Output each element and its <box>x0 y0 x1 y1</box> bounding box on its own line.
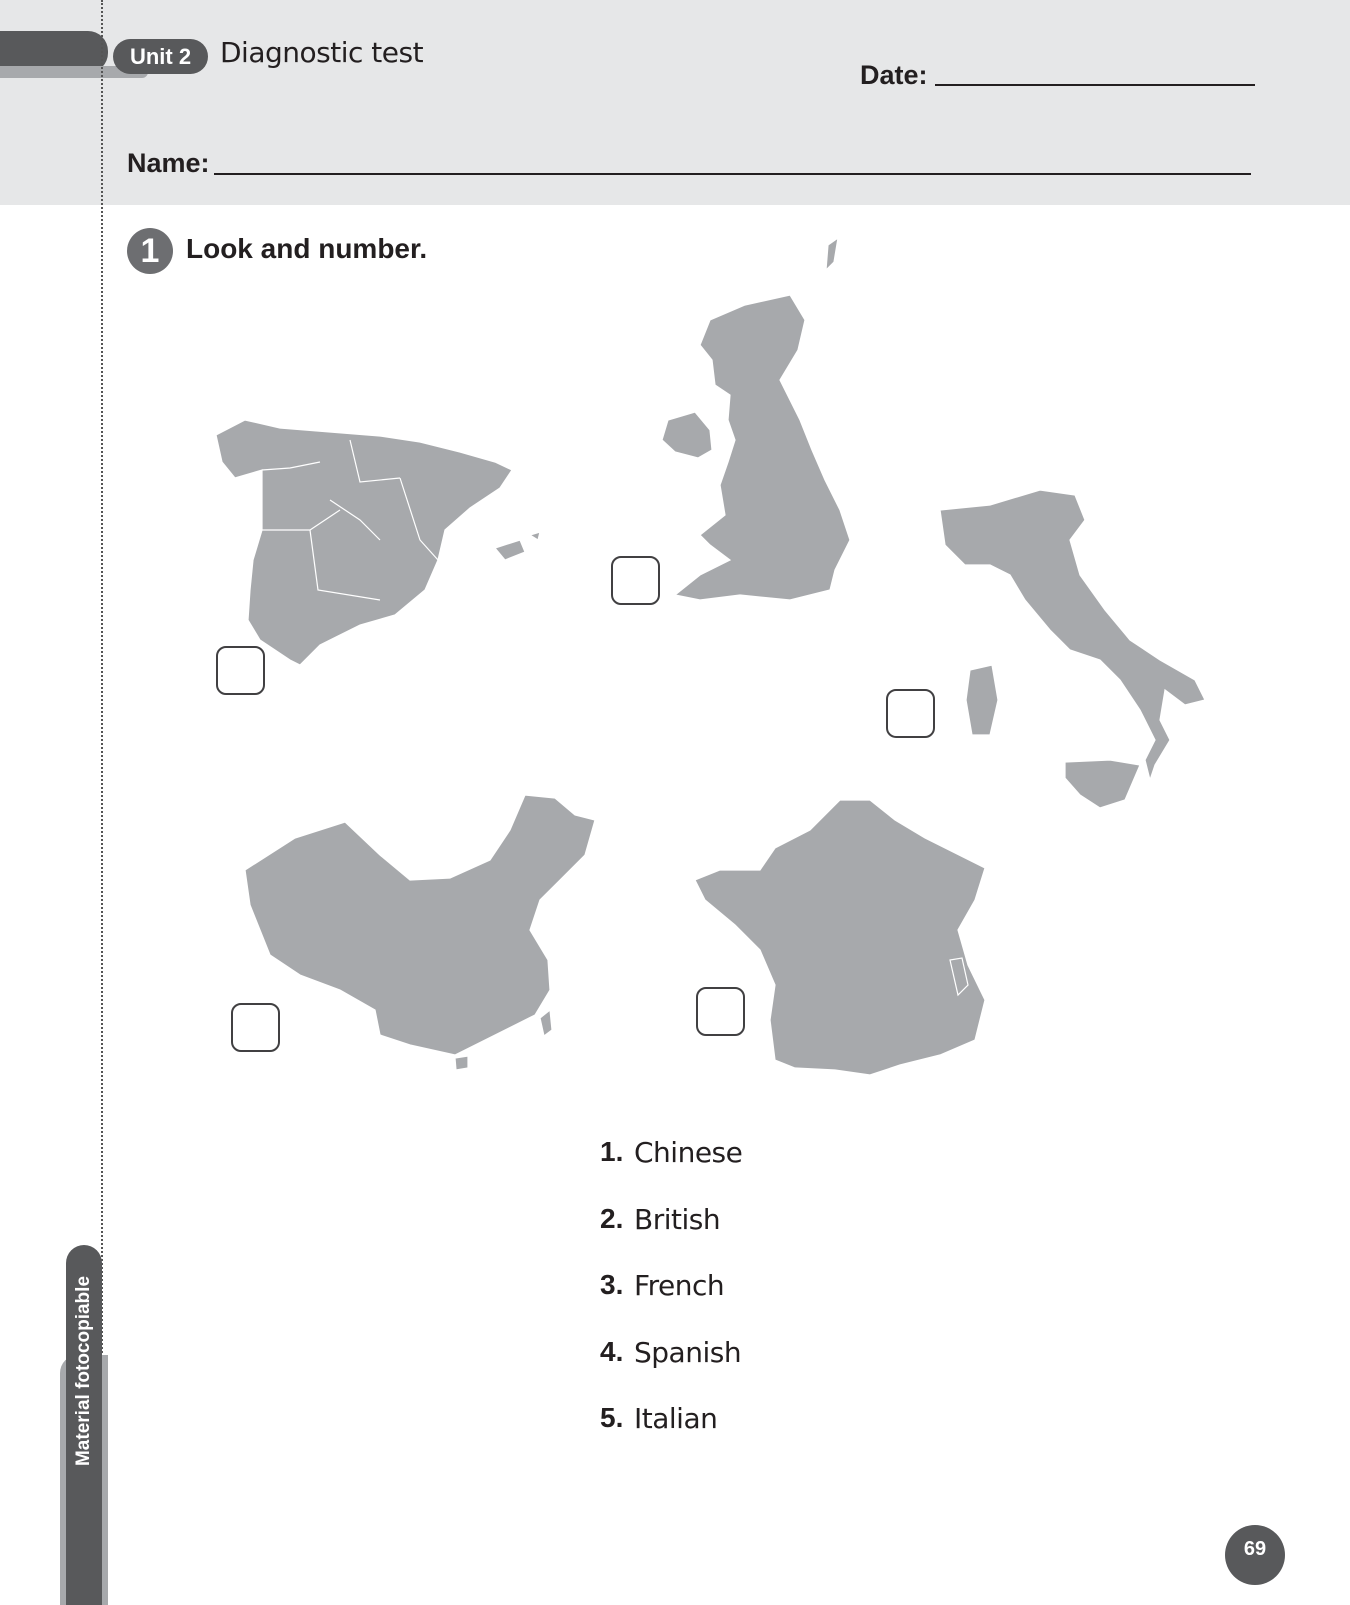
word-list <box>600 1136 742 1469</box>
list-item: 4. Spanish <box>600 1335 742 1369</box>
exercise-number: 1 <box>127 228 173 274</box>
answer-box-spain[interactable] <box>216 646 265 695</box>
word-french: French <box>634 1269 725 1302</box>
map-sardinia <box>966 665 998 735</box>
answer-box-italy[interactable] <box>886 689 935 738</box>
word-spanish: Spanish <box>634 1335 742 1369</box>
map-ireland <box>662 412 712 458</box>
map-sicily <box>1065 760 1140 808</box>
word-chinese: Chinese <box>634 1136 743 1169</box>
word-british: British <box>634 1202 721 1236</box>
page-title: Diagnostic test <box>220 36 424 69</box>
word-italian: Italian <box>634 1402 718 1435</box>
name-label: Name: <box>127 148 210 178</box>
list-item: 5. Italian <box>600 1402 718 1435</box>
map-spain <box>216 420 512 665</box>
answer-box-china[interactable] <box>231 1003 280 1052</box>
list-item: 1. Chinese <box>600 1136 743 1169</box>
list-item: 3. French <box>600 1269 725 1302</box>
date-label: Date: <box>860 60 928 90</box>
side-label: Material fotocopiable <box>73 1275 94 1467</box>
map-italy <box>940 490 1205 780</box>
list-item: 2. British <box>600 1202 721 1236</box>
unit-label: Unit 2 <box>113 39 208 74</box>
exercise-instruction: Look and number. <box>186 233 428 264</box>
page-number: 69 <box>1243 1538 1267 1560</box>
answer-box-uk[interactable] <box>611 556 660 605</box>
answer-box-france[interactable] <box>696 987 745 1036</box>
